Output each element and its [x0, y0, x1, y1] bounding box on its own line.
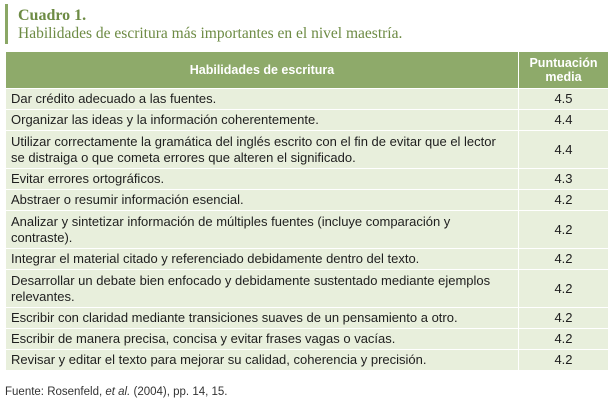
caption-subtitle: Habilidades de escritura más importantes en el nivel maestría. [18, 25, 403, 42]
score-cell: 4.4 [519, 131, 609, 169]
skill-cell: Organizar las ideas y la información coherentemente. [6, 110, 519, 131]
score-cell: 4.2 [519, 270, 609, 308]
table-caption [5, 4, 608, 44]
skill-cell: Escribir con claridad mediante transiciones suaves de un pensamiento a otro. [6, 308, 519, 329]
table-row [6, 270, 609, 308]
table-row [6, 329, 609, 350]
skill-cell: Dar crédito adecuado a las fuentes. [6, 89, 519, 110]
score-cell: 4.2 [519, 211, 609, 249]
header-skills: Habilidades de escritura [6, 52, 519, 89]
table-row [6, 131, 609, 169]
source-italic: et al. [105, 386, 131, 398]
score-cell: 4.2 [519, 350, 609, 371]
source-prefix: Fuente: Rosenfeld, [5, 386, 106, 398]
skill-cell: Analizar y sintetizar información de múltiples fuentes (incluye comparación y contraste). [6, 211, 519, 249]
table-row [6, 249, 609, 270]
source-suffix: (2004), pp. 14, 15. [130, 386, 228, 398]
table-row [6, 89, 609, 110]
caption-title: Cuadro 1. [18, 7, 87, 24]
score-cell: 4.2 [519, 329, 609, 350]
skill-cell: Desarrollar un debate bien enfocado y debidamente sustentado mediante ejemplos relevantes. [6, 270, 519, 308]
score-cell: 4.3 [519, 169, 609, 190]
source-note [5, 386, 228, 398]
skill-cell: Integrar el material citado y referenciado debidamente dentro del texto. [6, 249, 519, 270]
table-row [6, 350, 609, 371]
table-row [6, 110, 609, 131]
table-header-row [6, 52, 609, 89]
skill-cell: Utilizar correctamente la gramática del inglés escrito con el fin de evitar que el lector se distraiga o que cometa errores que alteren el significado. [6, 131, 519, 169]
table-row [6, 190, 609, 211]
skill-cell: Escribir de manera precisa, concisa y evitar frases vagas o vacías. [6, 329, 519, 350]
table-row [6, 308, 609, 329]
score-cell: 4.5 [519, 89, 609, 110]
header-score: Puntuación media [519, 52, 609, 89]
score-cell: 4.2 [519, 190, 609, 211]
table-row [6, 211, 609, 249]
skill-cell: Abstraer o resumir información esencial. [6, 190, 519, 211]
score-cell: 4.4 [519, 110, 609, 131]
skill-cell: Revisar y editar el texto para mejorar su calidad, coherencia y precisión. [6, 350, 519, 371]
skills-table [5, 51, 609, 371]
skill-cell: Evitar errores ortográficos. [6, 169, 519, 190]
table-row [6, 169, 609, 190]
score-cell: 4.2 [519, 249, 609, 270]
score-cell: 4.2 [519, 308, 609, 329]
